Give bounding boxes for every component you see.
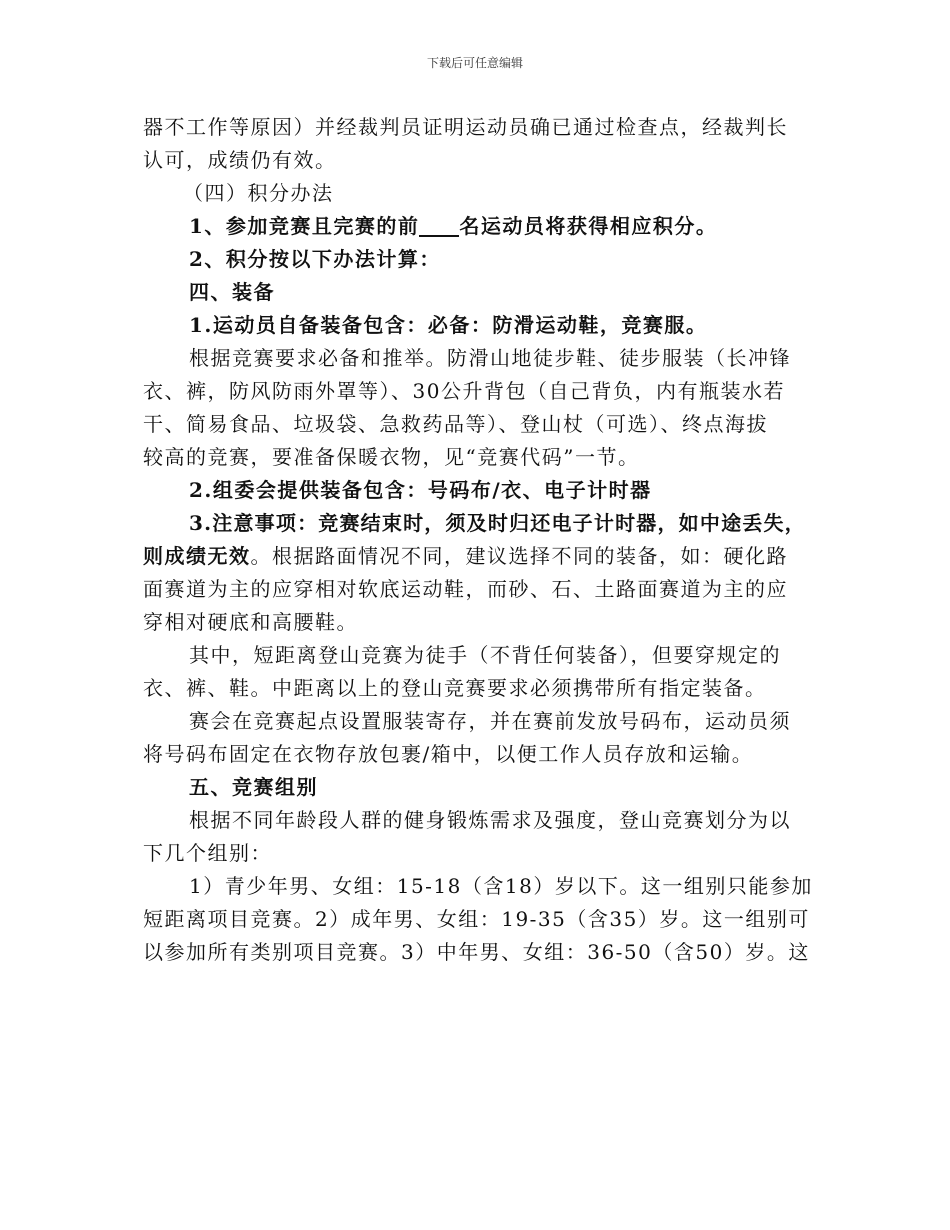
text-line: 3.注意事项：竞赛结束时，须及时归还电子计时器，如中途丢失， bbox=[189, 511, 806, 535]
text-line: 根据不同年龄段人群的健身锻炼需求及强度，登山竞赛划分为以 bbox=[189, 808, 791, 832]
text-line: 干、简易食品、垃圾袋、急救药品等）、登山杖（可选）、终点海拔 bbox=[143, 412, 768, 436]
section-heading: 四、装备 bbox=[189, 280, 275, 304]
text-line: 2.组委会提供装备包含：号码布/衣、电子计时器 bbox=[189, 478, 652, 502]
text-line: 以参加所有类别项目竞赛。3）中年男、女组：36-50（含50）岁。这 bbox=[143, 940, 810, 964]
text-line: 1）青少年男、女组：15-18（含18）岁以下。这一组别只能参加 bbox=[189, 874, 813, 898]
text-line: 根据竞赛要求必备和推举。防滑山地徒步鞋、徒步服装（长冲锋 bbox=[189, 346, 791, 370]
text-line: 赛会在竞赛起点设置服装寄存，并在赛前发放号码布，运动员须 bbox=[189, 709, 791, 733]
text-line: 1.运动员自备装备包含：必备：防滑运动鞋，竞赛服。 bbox=[189, 313, 708, 337]
text-segment: 。根据路面情况不同，建议选择不同的装备，如：硬化路 bbox=[250, 544, 788, 568]
text-line: 衣、裤，防风防雨外罩等）、30公升背包（自己背负，内有瓶装水若 bbox=[143, 379, 785, 403]
fill-in-blank bbox=[419, 215, 459, 237]
text-line bbox=[143, 540, 813, 573]
text-line: 认可，成绩仍有效。 bbox=[143, 148, 337, 172]
text-line: 其中，短距离登山竞赛为徒手（不背任何装备），但要穿规定的 bbox=[189, 643, 781, 667]
section-heading: 五、竞赛组别 bbox=[189, 775, 318, 799]
text-line: 短距离项目竞赛。2）成年男、女组：19-35（含35）岁。这一组别可 bbox=[143, 907, 810, 931]
section-heading: （四）积分办法 bbox=[183, 181, 334, 205]
text-line: 2、积分按以下办法计算： bbox=[189, 247, 441, 271]
text-line: 穿相对硬底和高腰鞋。 bbox=[143, 610, 358, 634]
text-line: 较高的竞赛，要准备保暖衣物，见“竞赛代码”一节。 bbox=[143, 445, 640, 469]
page-header: 下载后可任意编辑 bbox=[426, 56, 523, 70]
text-line: 面赛道为主的应穿相对软底运动鞋，而砂、石、土路面赛道为主的应 bbox=[143, 577, 788, 601]
text-line: 下几个组别： bbox=[143, 841, 272, 865]
text-line: 将号码布固定在衣物存放包裹/箱中，以便工作人员存放和运输。 bbox=[143, 742, 754, 766]
text-segment: 1、参加竞赛且完赛的前 bbox=[189, 214, 420, 238]
text-segment: 名运动员将获得相应积分。 bbox=[459, 214, 718, 238]
document-body bbox=[143, 111, 813, 969]
text-segment-bold: 则成绩无效 bbox=[143, 544, 251, 568]
text-line bbox=[143, 210, 813, 243]
text-line: 器不工作等原因）并经裁判员证明运动员确已通过检查点，经裁判长 bbox=[143, 115, 788, 139]
text-line: 衣、裤、鞋。中距离以上的登山竞赛要求必须携带所有指定装备。 bbox=[143, 676, 767, 700]
